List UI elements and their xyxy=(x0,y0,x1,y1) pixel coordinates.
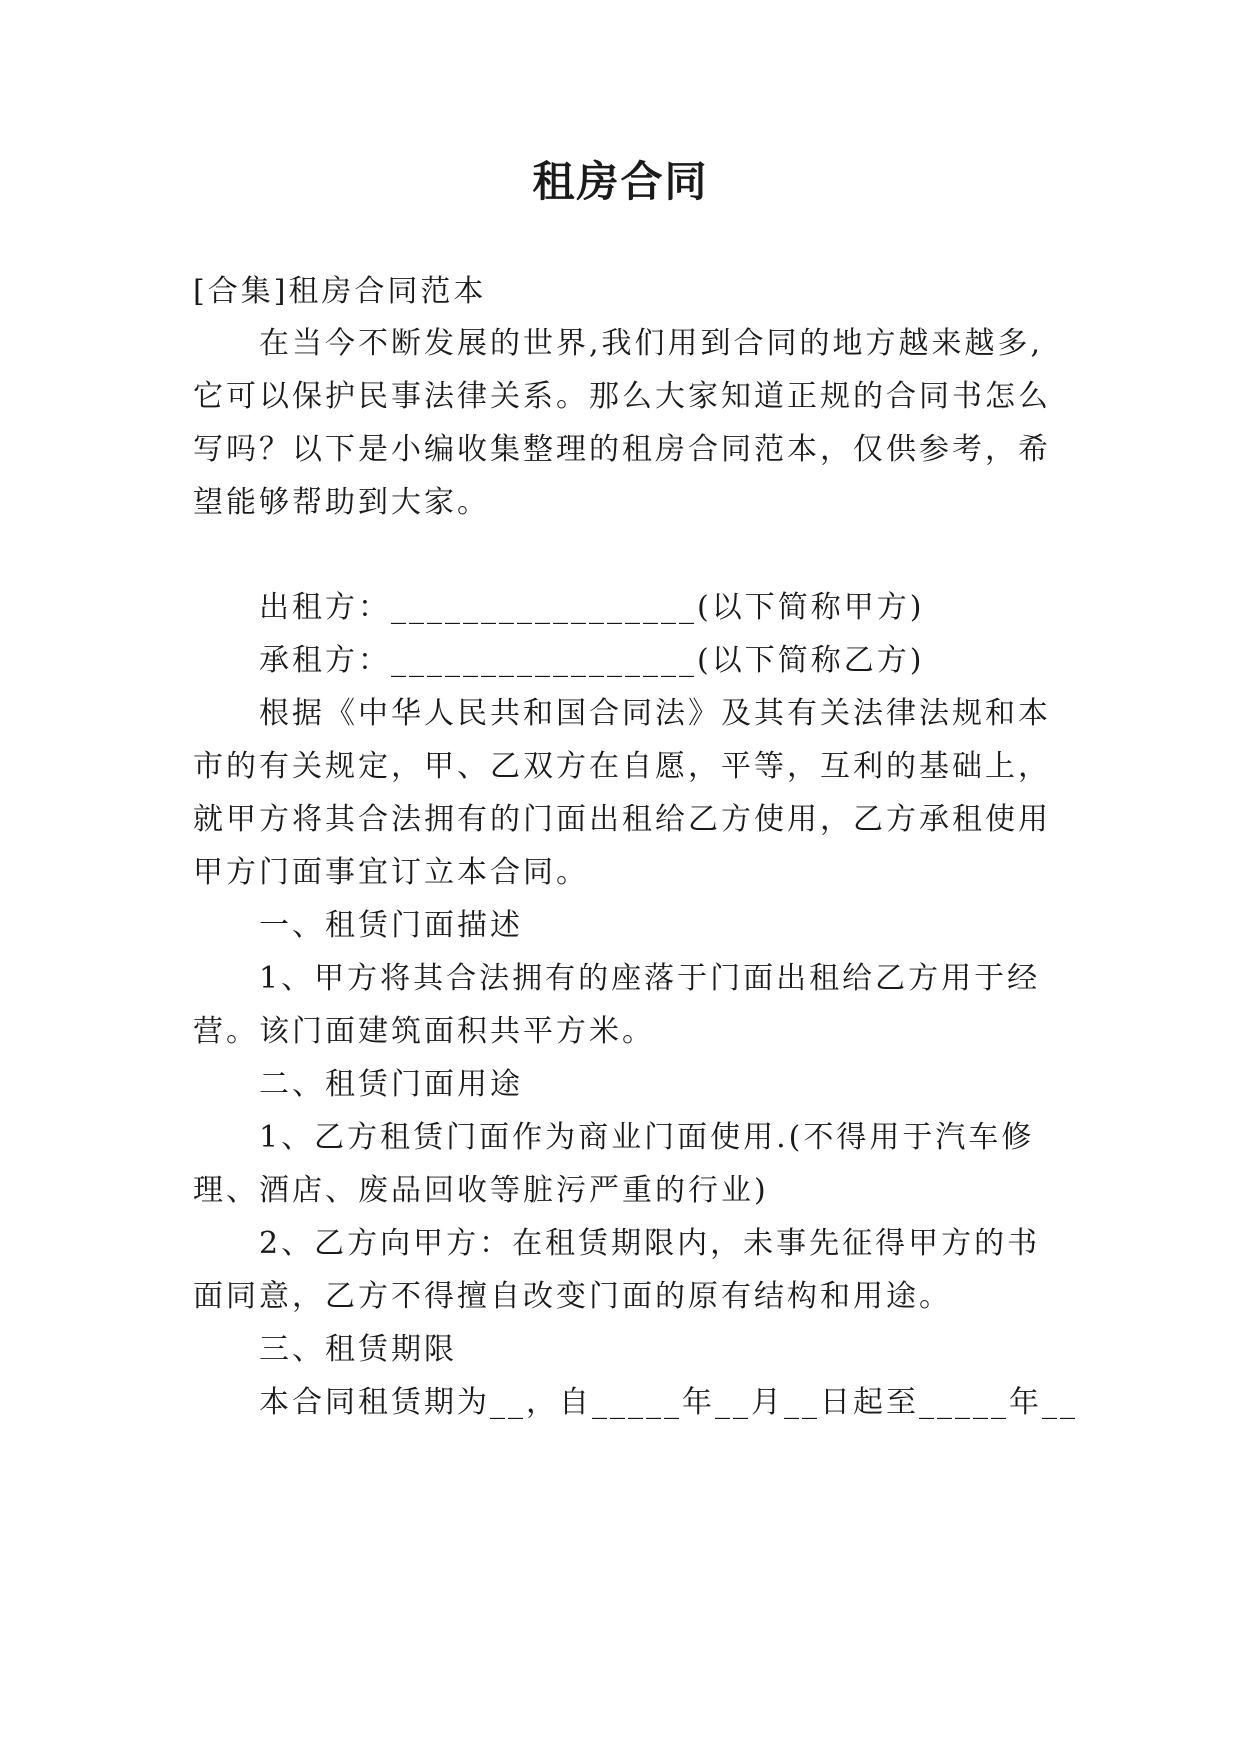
intro-line-3: 写吗？以下是小编收集整理的租房合同范本，仅供参考，希 xyxy=(193,432,1051,467)
basis-line-1: 根据《中华人民共和国合同法》及其有关法律法规和本 xyxy=(259,696,1051,731)
section1-item1-line-2: 营。该门面建筑面积共平方米。 xyxy=(193,1014,655,1049)
basis-line-4: 甲方门面事宜订立本合同。 xyxy=(193,855,589,890)
document-title: 租房合同 xyxy=(532,157,709,206)
basis-line-2: 市的有关规定，甲、乙双方在自愿，平等，互利的基础上， xyxy=(193,749,1051,784)
section2-heading: 二、租赁门面用途 xyxy=(259,1067,523,1102)
intro-line-1: 在当今不断发展的世界,我们用到合同的地方越来越多, xyxy=(259,326,1044,361)
document-subtitle: [合集]租房合同范本 xyxy=(193,274,487,309)
party-a-line: 出租方：_________________(以下简称甲方) xyxy=(259,590,925,625)
section1-heading: 一、租赁门面描述 xyxy=(259,908,523,943)
intro-line-4: 望能够帮助到大家。 xyxy=(193,485,490,520)
section2-item2-line-2: 面同意，乙方不得擅自改变门面的原有结构和用途。 xyxy=(193,1279,952,1314)
section3-text: 本合同租赁期为__，自_____年__月__日起至_____年__ xyxy=(259,1385,1078,1420)
intro-line-2: 它可以保护民事法律关系。那么大家知道正规的合同书怎么 xyxy=(193,379,1051,414)
basis-line-3: 就甲方将其合法拥有的门面出租给乙方使用，乙方承租使用 xyxy=(193,802,1051,837)
section2-item1-line-2: 理、酒店、废品回收等脏污严重的行业) xyxy=(193,1173,769,1208)
section3-heading: 三、租赁期限 xyxy=(259,1332,457,1367)
party-b-line: 承租方：_________________(以下简称乙方) xyxy=(259,643,925,678)
section2-item1-line-1: 1、乙方租赁门面作为商业门面使用.(不得用于汽车修 xyxy=(259,1120,1035,1155)
section1-item1-line-1: 1、甲方将其合法拥有的座落于门面出租给乙方用于经 xyxy=(259,961,1041,996)
section2-item2-line-1: 2、乙方向甲方：在租赁期限内，未事先征得甲方的书 xyxy=(259,1226,1041,1261)
